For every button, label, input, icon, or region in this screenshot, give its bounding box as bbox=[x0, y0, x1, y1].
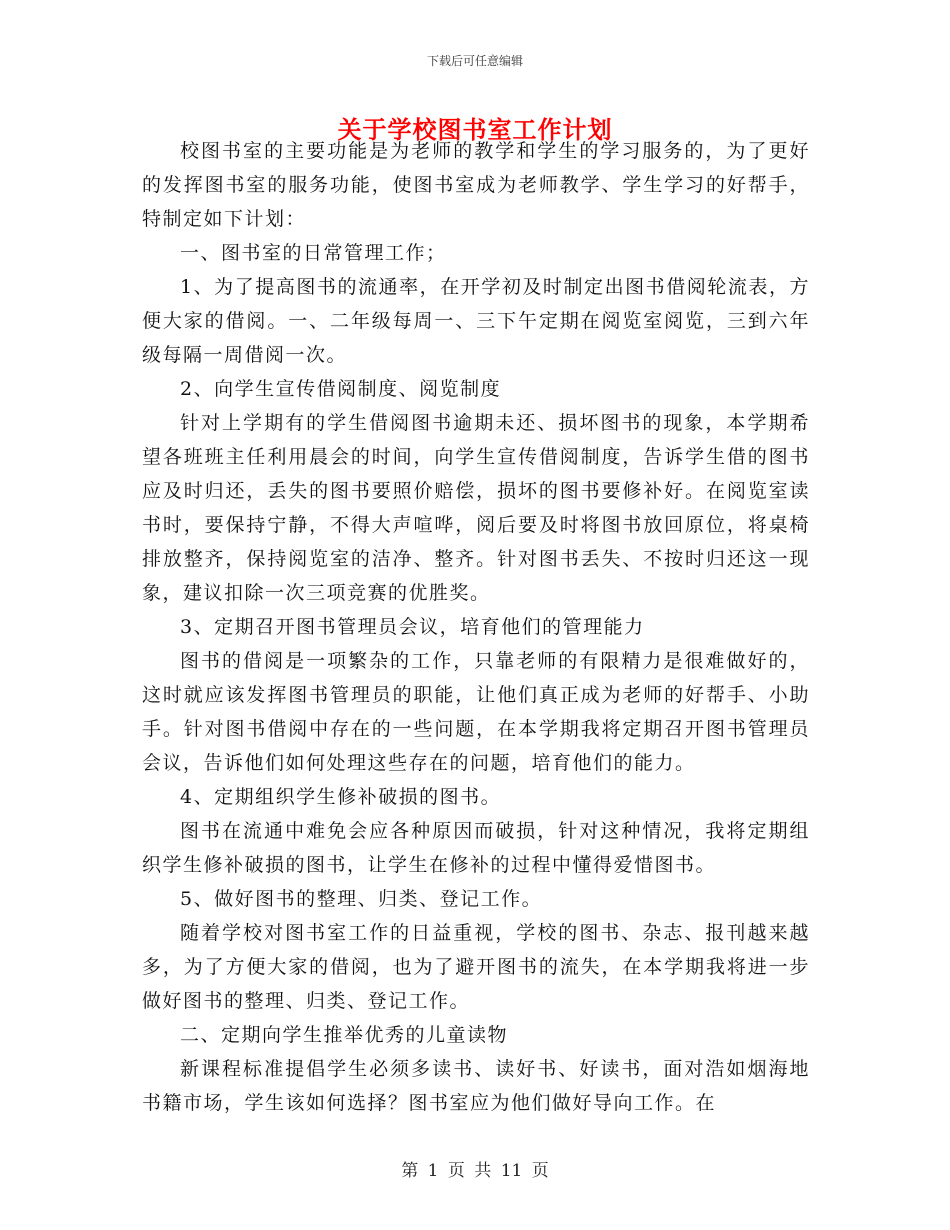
section-heading: 二、定期向学生推举优秀的儿童读物 bbox=[180, 1024, 509, 1046]
paragraph: 针对上学期有的学生借阅图书逾期未还、损坏图书的现象，本学期希望各班班主任利用晨会的时间，向学生宣传借阅制度，告诉学生借的图书应及时归还，丢失的图书要照价赔偿，损坏的图书要修补好。在阅览室读书时，要保持宁静，不得大声喧哗，阅后要及时将图书放回原位，将桌椅排放整齐，保持阅览室的洁净、整齐。针对图书丢失、不按时归还这一现象，建议扣除一次三项竞赛的优胜奖。 bbox=[142, 412, 810, 604]
page-footer: 第 1 页 共 11 页 bbox=[401, 1161, 549, 1181]
document-body bbox=[142, 134, 810, 1120]
item-heading: 5、做好图书的整理、归类、登记工作。 bbox=[180, 888, 543, 910]
item-heading: 3、定期召开图书管理员会议，培育他们的管理能力 bbox=[180, 616, 645, 638]
section-heading: 一、图书室的日常管理工作； bbox=[180, 242, 447, 264]
item-heading: 4、定期组织学生修补破损的图书。 bbox=[180, 786, 502, 808]
paragraph: 图书的借阅是一项繁杂的工作，只靠老师的有限精力是很难做好的，这时就应该发挥图书管理员的职能，让他们真正成为老师的好帮手、小助手。针对图书借阅中存在的一些问题，在本学期我将定期召开图书管理员会议，告诉他们如何处理这些存在的问题，培育他们的能力。 bbox=[142, 650, 810, 774]
paragraph: 1、为了提高图书的流通率，在开学初及时制定出图书借阅轮流表，方便大家的借阅。一、二年级每周一、三下午定期在阅览室阅览，三到六年级每隔一周借阅一次。 bbox=[142, 276, 810, 366]
item-heading: 2、向学生宣传借阅制度、阅览制度 bbox=[180, 378, 502, 400]
document-title: 关于学校图书室工作计划 bbox=[337, 115, 613, 144]
paragraph: 校图书室的主要功能是为老师的教学和学生的学习服务的，为了更好的发挥图书室的服务功能，使图书室成为老师教学、学生学习的好帮手，特制定如下计划： bbox=[142, 140, 810, 230]
page-header: 下载后可任意编辑 bbox=[426, 54, 523, 68]
paragraph: 新课程标准提倡学生必须多读书、读好书、好读书，面对浩如烟海地书籍市场，学生该如何选择？图书室应为他们做好导向工作。在 bbox=[142, 1058, 810, 1114]
paragraph: 随着学校对图书室工作的日益重视，学校的图书、杂志、报刊越来越多，为了方便大家的借阅，也为了避开图书的流失，在本学期我将进一步做好图书的整理、归类、登记工作。 bbox=[142, 922, 810, 1012]
paragraph: 图书在流通中难免会应各种原因而破损，针对这种情况，我将定期组织学生修补破损的图书，让学生在修补的过程中懂得爱惜图书。 bbox=[142, 820, 810, 876]
